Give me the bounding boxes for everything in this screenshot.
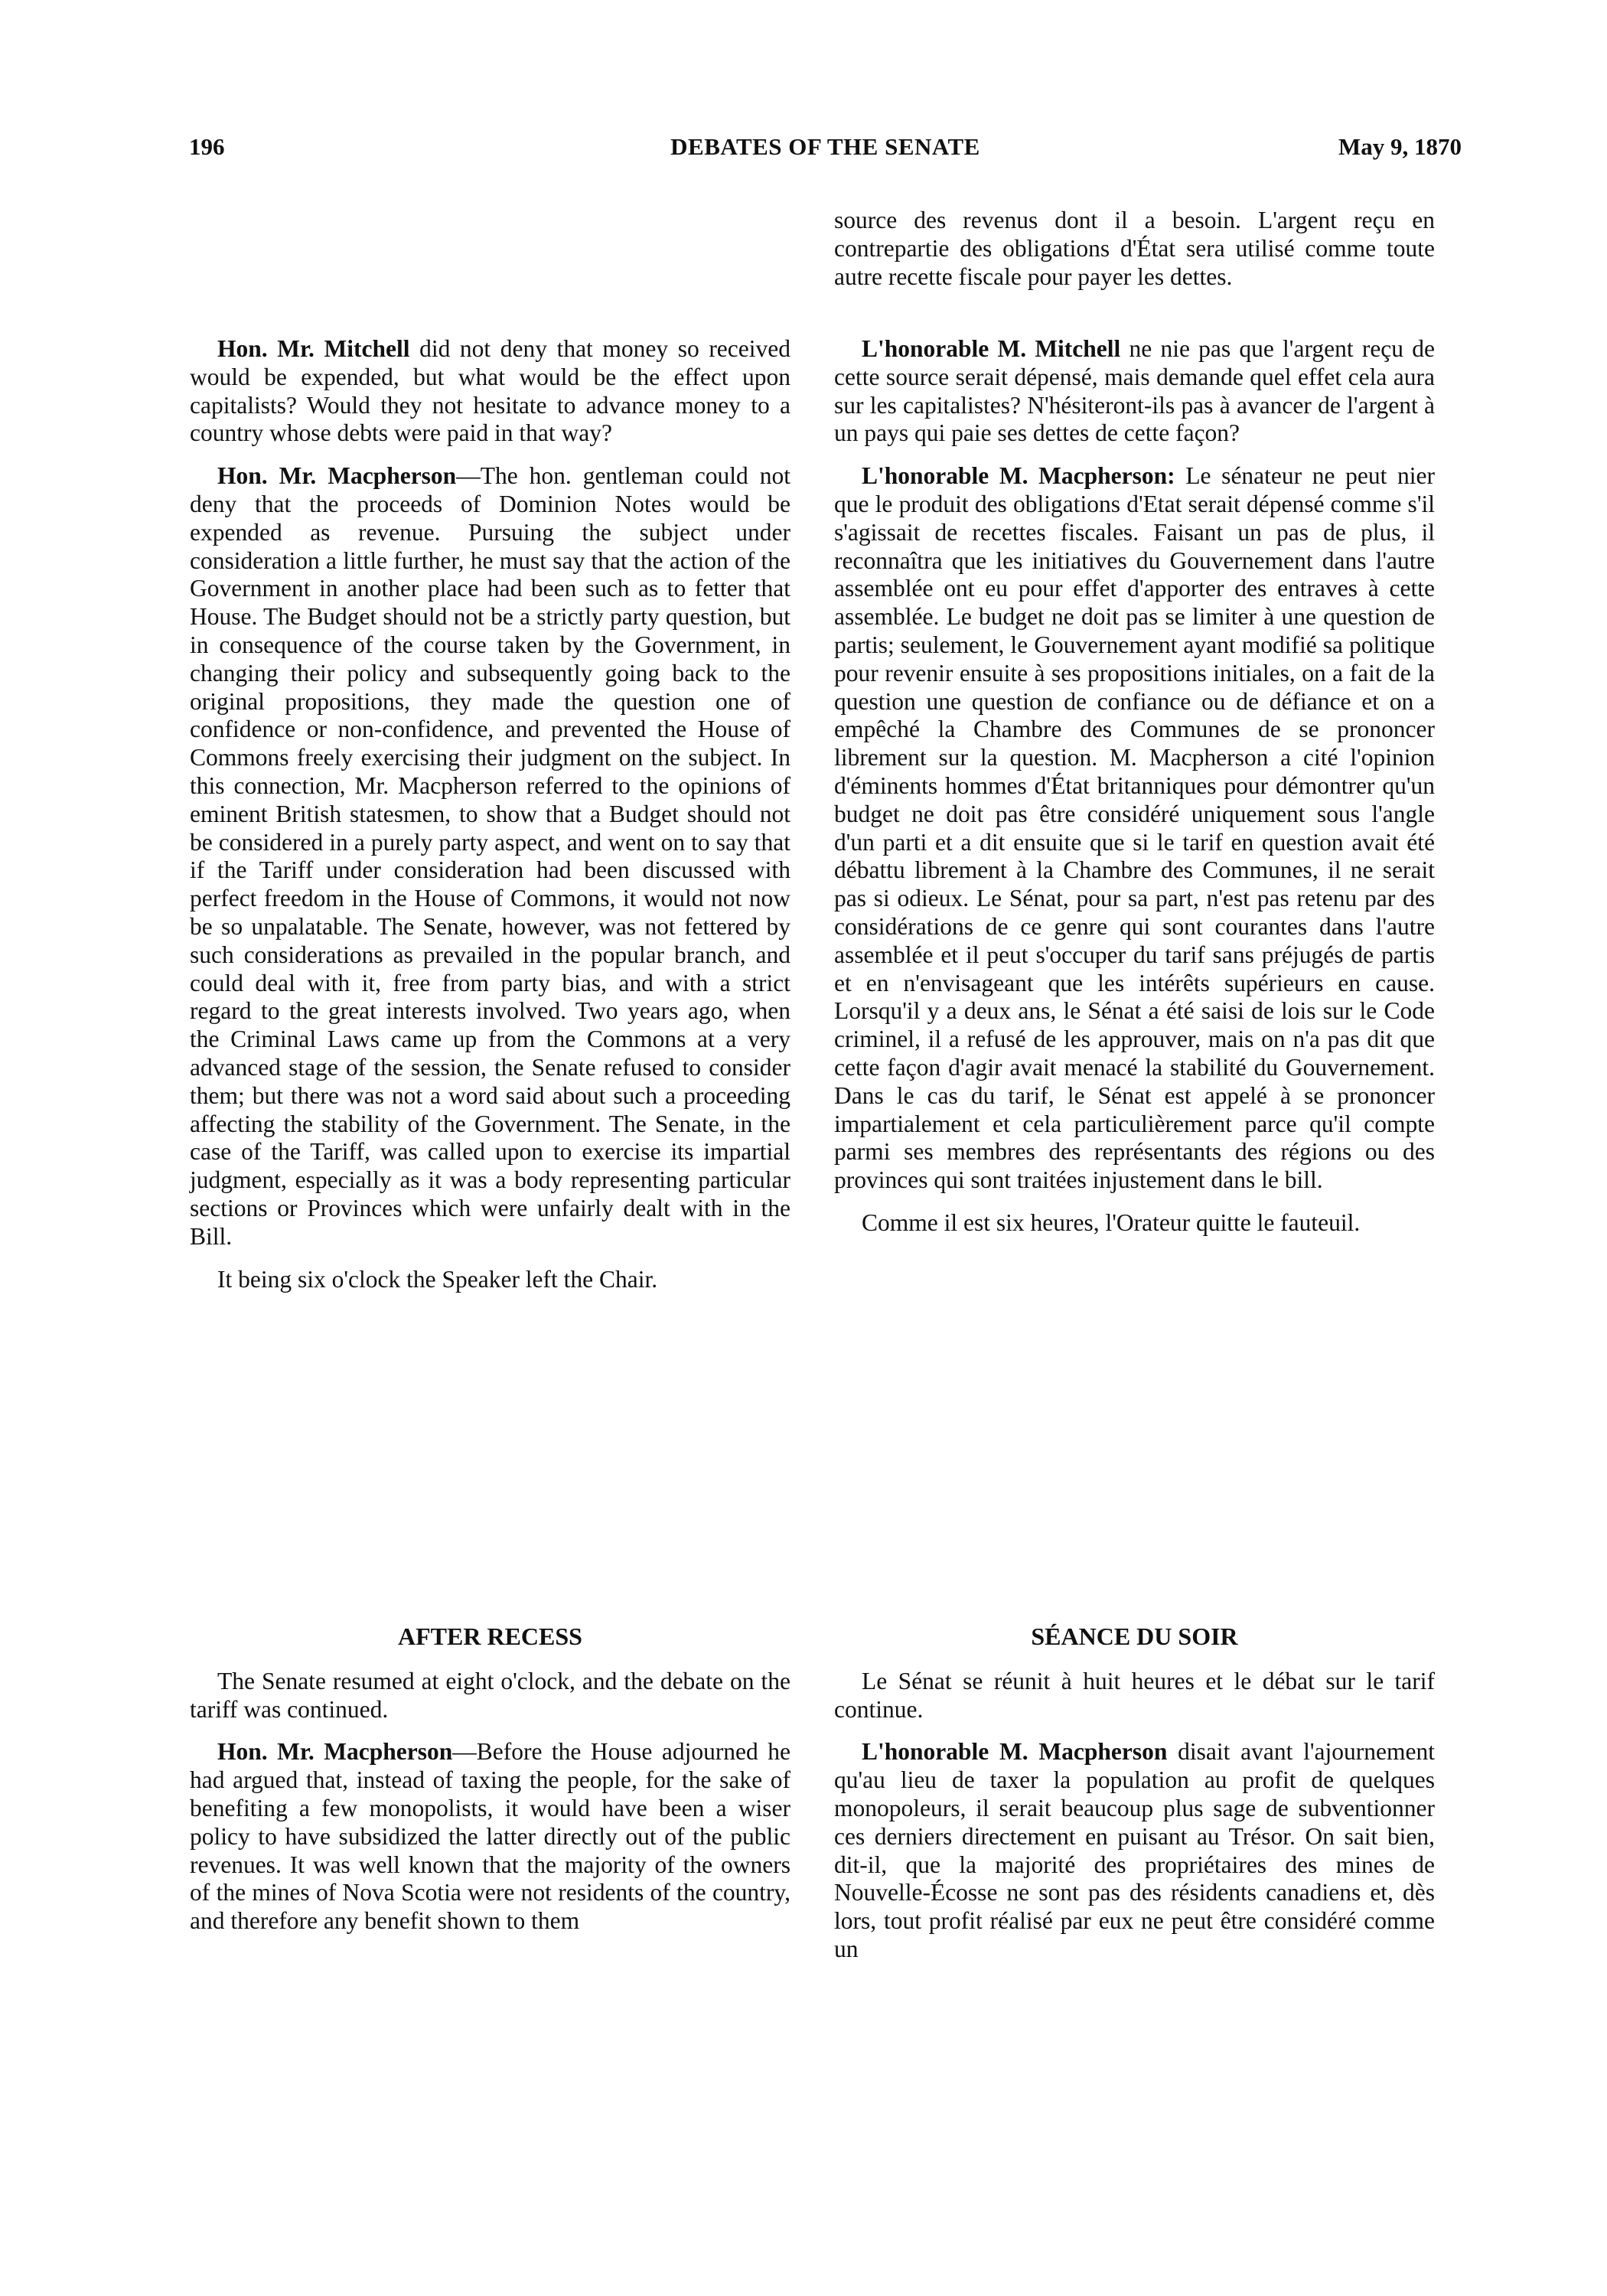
french-paragraph-macpherson-evening: [834, 1738, 1435, 1963]
speech-text: disait avant l'ajournement qu'au lieu de taxer la population au profit de quelques monopoleurs, il serait beaucoup plus sage de subventionner ces derniers directement en puisant au Trésor. On sait bien, dit-il, que la majorité des propriétaires des mines de Nouvelle-Écosse ne sont pas des résidents canadiens et, dès lors, tout profit réalisé par eux ne peut être considéré comme un: [834, 1738, 1435, 1962]
speaker-name: L'honorable M. Macpherson: [862, 1738, 1168, 1766]
english-paragraph-resumed: The Senate resumed at eight o'clock, and the debate on the tariff was continued.: [190, 1667, 790, 1723]
french-paragraph-0: source des revenus dont il a besoin. L'argent reçu en contrepartie des obligations d'État sera utilisé comme toute autre recette fiscale pour payer les dettes.: [834, 207, 1435, 290]
english-paragraph-mitchell: [190, 335, 790, 448]
speech-text: —Before the House adjourned he had argued that, instead of taxing the people, for the sake of benefiting a few monopolists, it would have been a wiser policy to have subsidized the latter directly out of the public revenues. It was well known that the majority of the owners of the mines of Nova Scotia were not residents of the country, and therefore any benefit shown to them: [190, 1738, 790, 1935]
speaker-name: L'honorable M. Macpherson:: [862, 462, 1175, 490]
french-paragraph-resumed: Le Sénat se réunit à huit heures et le débat sur le tarif continue.: [834, 1667, 1435, 1723]
running-title: DEBATES OF THE SENATE: [670, 133, 980, 160]
french-paragraph-mitchell: [834, 335, 1435, 448]
section-heading-seance-du-soir: SÉANCE DU SOIR: [1031, 1623, 1238, 1650]
english-column-lower: [190, 1623, 790, 1950]
french-paragraph-adjourn: Comme il est six heures, l'Orateur quitte le fauteuil.: [862, 1208, 1361, 1236]
french-carryover: [834, 207, 1435, 305]
english-paragraph-macpherson-evening: [190, 1738, 790, 1936]
speech-text: —The hon. gentleman could not deny that the proceeds of Dominion Notes would be expended as revenue. Pursuing the subject under consideration a little further, he must say that the action of the Government in another place had been such as to fetter that House. The Budget should not be a strictly party question, but in consequence of the course taken by the Government, in changing their policy and subsequently going back to the original propositions, they made the question one of confidence or non-confidence, and prevented the House of Commons freely exercising their judgment on the subject. In this connection, Mr. Macpherson referred to the opinions of eminent British statesmen, to show that a Budget should not be considered in a purely party aspect, and went on to say that if the Tariff under consideration had been discussed with perfect freedom in the House of Commons, it would not now be so unpalatable. The Senate, however, was not fettered by such considerations as prevailed in the popular branch, and could deal with it, free from party bias, and with a strict regard to the great interests involved. Two years ago, when the Criminal Laws came up from the Commons at a very advanced stage of the session, the Senate refused to consider them; but there was not a word said about such a proceeding affecting the stability of the Government. The Senate, in the case of the Tariff, was called upon to exercise its impartial judgment, especially as it was a body representing particular sections or Provinces which were unfairly dealt with in the Bill.: [190, 462, 790, 1250]
speech-text: Le sénateur ne peut nier que le produit des obligations d'Etat serait dépensé comme s'il s'agissait de recettes fiscales. Faisant un pas de plus, il reconnaîtra que les initiatives du Gouvernement dans l'autre assemblée ont eu pour effet d'apporter des entraves à cette assemblée. Le budget ne doit pas se limiter à une question de partis; seulement, le Gouvernement ayant modifié sa politique pour revenir ensuite à ses propositions initiales, on a fait de la question une question de confiance ou de défiance et on a empêché la Chambre des Communes de se prononcer librement sur la question. M. Macpherson a cité l'opinion d'éminents hommes d'État britanniques pour démontrer qu'un budget ne doit pas être considéré uniquement sous l'angle d'un parti et a dit ensuite que si le tarif en question avait été débattu librement à la Chambre des Communes, il ne serait pas si odieux. Le Sénat, pour sa part, n'est pas retenu par des considérations de ce genre qui sont courantes dans l'autre assemblée et il peut s'occuper du tarif sans préjugés de partis et en n'envisageant que les intérêts supérieurs en cause. Lorsqu'il y a deux ans, le Sénat a été saisi de lois sur le Code criminel, il a refusé de les approuver, mais on n'a pas dit que cette façon d'agir avait menacé la stabilité du Gouvernement. Dans le cas du tarif, le Sénat est appelé à se prononcer impartialement et cela particulièrement parce qu'il compte parmi ses membres des représentants des régions ou des provinces qui sont traitées injustement dans le bill.: [834, 462, 1436, 1194]
french-column-lower: [834, 1623, 1435, 1978]
page-date: May 9, 1870: [1338, 133, 1462, 160]
page-header: [189, 133, 1462, 171]
page-number: 196: [189, 133, 225, 160]
speaker-name: Hon. Mr. Macpherson: [217, 462, 457, 490]
section-heading-after-recess: AFTER RECESS: [398, 1623, 582, 1650]
speaker-name: Hon. Mr. Macpherson: [217, 1738, 453, 1766]
speech-text: did not deny that money so received would be expended, but what would be the effect upon capitalists? Would they not hesitate to advance money to a country whose debts were paid in that way?: [190, 335, 790, 447]
speech-text: ne nie pas que l'argent reçu de cette source serait dépensé, mais demande quel effet cela aura sur les capitalistes? N'hésiteront-ils pas à avancer de l'argent à un pays qui paie ses dettes de cette façon?: [834, 335, 1435, 447]
english-paragraph-adjourn: It being six o'clock the Speaker left the Chair.: [217, 1265, 658, 1293]
english-paragraph-macpherson: [190, 462, 790, 1251]
english-column-upper: [190, 335, 790, 1308]
speaker-name: L'honorable M. Mitchell: [862, 335, 1121, 362]
french-column-upper: [834, 335, 1435, 1252]
speaker-name: Hon. Mr. Mitchell: [217, 335, 410, 362]
french-paragraph-macpherson: [834, 462, 1435, 1195]
